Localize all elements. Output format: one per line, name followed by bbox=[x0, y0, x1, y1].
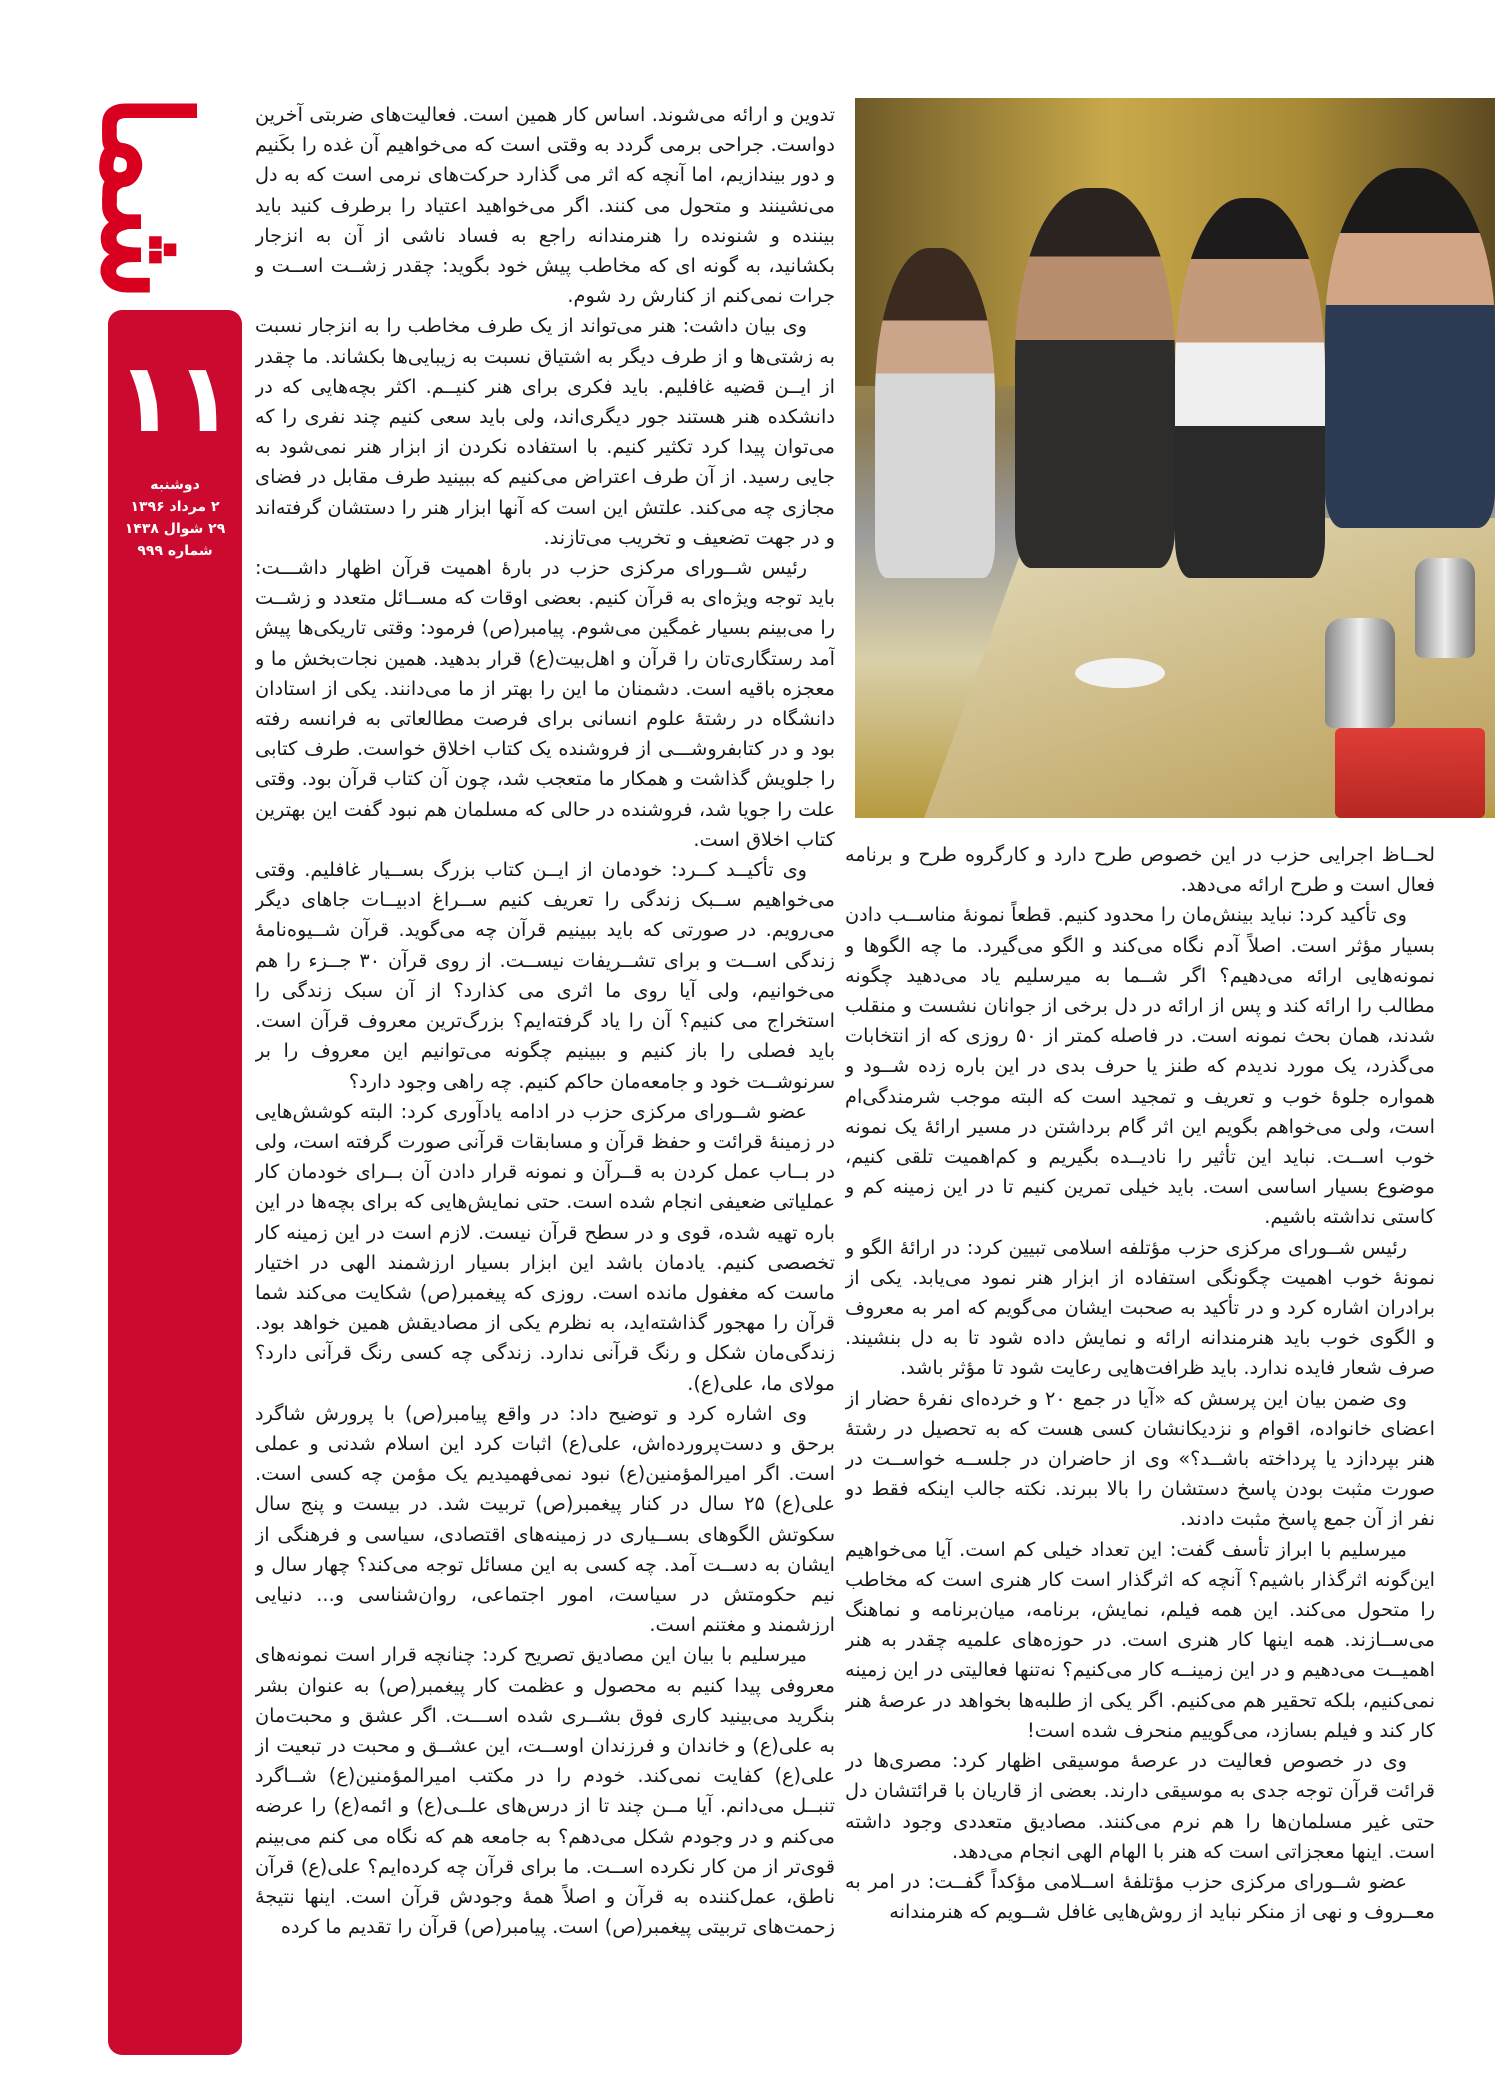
paragraph: تدوین و ارائه می‌شوند. اساس کار همین است. فعالیت‌های ضربتی آخرین دواست. جراحی برمی گردد به وقتی است که می‌خواهیم آن غده را بکَنیم و دور بیندازیم، اما آنچه که اثر می گذارد حرکت‌های نرمی است که به دل می‌نشینند و متحول می کنند. اگر می‌خواهید اعتیاد را برطرف کنید باید بیننده و شنونده را هنرمندانه راجع به فساد ناشی از آن به انزجار بکشانید، به گونه ای که مخاطب پیش خود بگوید: چقدر زشــت اســت و جرات نمی‌کنم از کنارش رد شوم. bbox=[255, 103, 835, 308]
paragraph: وی تأکیــد کــرد: خودمان از ایــن کتاب بزرگ بســیار غافلیم. وقتی می‌خواهیم ســبک زندگی را تعریف کنیم ســراغ ادبیــات جاهای دیگر می‌رویم. در صورتی که باید ببینیم قرآن چه می‌گوید. قرآن شــیوه‌نامهٔ زندگی اســت و برای تشــریفات نیســت. از روی قرآن ۳۰ جــزء را هم می‌خوانیم، ولی آیا روی ما اثری می کذارد؟ از آن سبک زندگی را استخراج می کنیم؟ آن را یاد گرفته‌ایم؟ بزرگ‌ترین معروف قرآن است. باید فصلی را باز کنیم و ببینیم چگونه می‌توانیم این معروف را بر سرنوشــت خود و جامعه‌مان حاکم کنیم. چه راهی وجود دارد؟ bbox=[255, 858, 835, 1093]
paragraph: میرسلیم با بیان این مصادیق تصریح کرد: چنانچه قرار است نمونه‌های معروفی پیدا کنیم به محصول و عظمت کار پیغمبر(ص) به عنوان بشر بنگرید می‌بینید کاری فوق بشــری شده اســـت. اگر عشق و محبت‌مان به علی(ع) و خاندان و فرزندان اوســت، این عشــق و محبت در تبعیت از علی(ع) کفایت نمی‌کند. خودم را در مکتب امیرالمؤمنین(ع) شــاگرد تنبــل می‌دانم. آیا مــن چند تا از درس‌های علــی(ع) و ائمه(ع) را عرضه می‌کنم و در وجودم شکل می‌دهم؟ به جامعه هم که نگاه می کنم می‌بینم قوی‌تر از من کار نکرده اســت. ما برای قرآن چه کرده‌ایم؟ علی(ع) قرآن ناطق، عمل‌کننده به قرآن و اصلاً همهٔ وجودش قرآن است. اینها نتیجهٔ زحمت‌های تربیتی پیغمبر(ص) است. پیامبر(ص) قرآن را تقدیم ما کرده bbox=[255, 1643, 835, 1939]
photo-person bbox=[875, 248, 995, 578]
date-lunar: ۲۹ شوال ۱۴۳۸ bbox=[124, 521, 226, 537]
photo-plate bbox=[1075, 658, 1165, 688]
photo-person bbox=[1325, 168, 1495, 528]
paragraph: رئیس شــورای مرکزی حزب در بارهٔ اهمیت قرآن اظهار داشـــت: باید توجه ویژه‌ای به قرآن کنیم. بعضی اوقات که مســائل متعدد و زشــت را می‌بینم بسیار غمگین می‌شوم. پیامبر(ص) فرمود: وقتی تاریکی‌ها پیش آمد رستگاری‌تان را قرآن و اهل‌بیت(ع) قرار بدهید. همین نجات‌بخش ما و معجزه باقیه است. دشمنان ما این را بهتر از ما می‌دانند. یکی از استادان دانشگاه در رشتهٔ علوم انسانی برای فرصت مطالعاتی به فرانسه رفته بود و در کتابفروشـــی از فروشنده یک کتاب اخلاق خواست. طرف کتابی را جلویش گذاشت و همکار ما متعجب شد، چون آن کتاب قرآن بود. وقتی علت را جویا شد، فروشنده در حالی که مسلمان هم نبود گفت این بهترین کتاب اخلاق است. bbox=[255, 556, 835, 851]
paragraph: وی در خصوص فعالیت در عرصهٔ موسیقی اظهار کرد: مصری‌ها در قرائت قرآن توجه جدی به موسیقی دارند. بعضی از قاریان با قرائتشان دل حتی غیر مسلمان‌ها را هم نرم می‌کنند. مصادیق متعددی وجود داشته است. اینها معجزاتی است که هنر با الهام الهی انجام می‌دهد. bbox=[845, 1749, 1435, 1863]
paragraph: وی ضمن بیان این پرسش که «آیا در جمع ۲۰ و خرده‌ای نفرهٔ حضار از اعضای خانواده، اقوام و نزدیکانشان کسی هست که به تحصیل در رشتهٔ هنر بپردازد یا پرداخته باشــد؟» وی از حاضران در جلســه خواســت در صورت مثبت بودن پاسخ دستشان را بالا ببرند. نکته جالب اینکه فقط دو نفر از آن جمع پاسخ مثبت دادند. bbox=[845, 1386, 1435, 1531]
paragraph: عضو شــورای مرکزی حزب مؤتلفهٔ اســلامی مؤکداً گفــت: در امر به معــروف و نهی از منکر نباید از روش‌هایی غافل شــویم که هنرمندانه bbox=[845, 1869, 1435, 1924]
issue-number: شماره ۹۹۹ bbox=[137, 543, 213, 559]
photo-thermos bbox=[1325, 618, 1395, 728]
masthead-logo bbox=[75, 93, 245, 300]
paragraph: عضو شــورای مرکزی حزب در ادامه یادآوری کرد: البته کوشش‌هایی در زمینهٔ قرائت و حفظ قرآن و مسابقات قرآنی صورت گرفته است، ولی در بــاب عمل کردن به قــرآن و نمونه قرار دادن آن بــرای خودمان کار عملیاتی ضعیفی انجام شده است. حتی نمایش‌هایی که برای بچه‌ها در این باره تهیه شده، قوی و در سطح قرآن نیست. لازم است در این زمینه کار تخصصی کنیم. یادمان باشد این ابزار بسیار ارزشمند الهی در اختیار ماست که مغفول مانده است. روزی که پیغمبر(ص) شکایت می‌کند شما قرآن را مهجور گذاشته‌اید، به نظرم یکی از مصادیقش همین خواهد بود. زندگی‌مان شکل و رنگ قرآنی ندارد. زندگی چه کسی رنگ قرآنی دارد؟ مولای ما، علی(ع). bbox=[255, 1099, 835, 1395]
photo-person bbox=[1175, 198, 1325, 578]
paragraph: وی تأکید کرد: نباید بینش‌مان را محدود کنیم. قطعاً نمونهٔ مناســب دادن بسیار مؤثر است. اصلاً آدم نگاه می‌کند و الگو می‌گیرد. ما چه الگوها و نمونه‌هایی ارائه می‌دهیم؟ اگر شــما به میرسلیم یاد می‌دهید چگونه مطالب را ارائه کند و پس از ارائه در دل برخی از جوانان نشست و منقلب شدند، همان بحث نمونه است. در فاصله کمتر از ۵۰ روزی که از انتخابات می‌گذرد، یک مورد ندیدم که طنز یا حرف بدی در این باره زده شــود و همواره جلوهٔ خوب و تعریف و تمجید است که البته موجب شرمندگی‌ام است، ولی می‌خواهم بگویم این اثر گام برداشتن در مسیر ارائهٔ یک نمونه خوب اســت. نباید این تأثیر را نادیــده بگیریم و کم‌اهمیت تلقی کنیم، موضوع بسیار اساسی است. باید خیلی تمرین کنیم تا در این زمینه کم و کاستی نداشته باشیم. bbox=[845, 903, 1435, 1229]
paragraph: میرسلیم با ابراز تأسف گفت: این تعداد خیلی کم است. آیا می‌خواهیم این‌گونه اثرگذار باشیم؟ آنچه که اثرگذار است کار هنری است که مخاطب را متحول می‌کند. این همه فیلم، نمایش، برنامه، میان‌برنامه و نماهنگ می‌ســازند. همه اینها کار هنری است. در حوزه‌های علمیه چقدر به هنر اهمیــت می‌دهیم و در این زمینــه کار می‌کنیم؟ نه‌تنها فعالیتی در این زمینه نمی‌کنیم، بلکه تحقیر هم می‌کنیم. اگر یکی از طلبه‌ها بخواهد در عرصهٔ هنر کار کند و فیلم بسازد، می‌گوییم منحرف شده است! bbox=[845, 1537, 1435, 1742]
meeting-photo bbox=[855, 98, 1495, 818]
newspaper-logo: شما bbox=[75, 93, 216, 300]
article-column-right bbox=[845, 840, 1435, 2060]
paragraph: رئیس شــورای مرکزی حزب مؤتلفه اسلامی تبیین کرد: در ارائهٔ الگو و نمونهٔ خوب اهمیت چگونگی استفاده از ابزار هنر نمود می‌یابد. یکی از برادران اشاره کرد و در تأکید به صحبت ایشان می‌گویم که امر به معروف و الگوی خوب باید هنرمندانه ارائه و نمایش داده شود تا به دل بنشیند. صرف شعار فایده ندارد. باید ظرافت‌هایی رعایت شود تا مؤثر باشد. bbox=[845, 1235, 1435, 1380]
paragraph: وی بیان داشت: هنر می‌تواند از یک طرف مخاطب را به انزجار نسبت به زشتی‌ها و از طرف دیگر به اشتیاق نسبت به زیبایی‌ها بکشاند. ما چقدر از ایــن قضیه غافلیم. باید فکری برای هنر کنیــم. اکثر بچه‌هایی که در دانشکده هنر هستند جور دیگری‌اند، ولی باید سعی کنیم چند نفری را که می‌توان پیدا کرد تکثیر کنیم. با استفاده نکردن از ابزار هنر نمی‌شود به جایی رسید. از آن طرف اعتراض می‌کنیم که ببینید طرف مقابل در فضای مجازی چه می‌کند. علتش این است که آنها ابزار هنر را دستشان گرفته‌اند و در جهت تضعیف و تخریب می‌تازند. bbox=[255, 314, 835, 549]
photo-tissue-box bbox=[1335, 728, 1485, 818]
photo-thermos bbox=[1415, 558, 1475, 658]
page-number: ۱۱ bbox=[116, 342, 234, 454]
paragraph: لحــاظ اجرایی حزب در این خصوص طرح دارد و کارگروه طرح و برنامه فعال است و طرح ارائه می‌دهد. bbox=[845, 843, 1435, 897]
photo-person bbox=[1015, 188, 1175, 568]
weekday: دوشنبه bbox=[150, 477, 200, 493]
article-column-left bbox=[255, 100, 835, 2060]
paragraph: وی اشاره کرد و توضیح داد: در واقع پیامبر(ص) با پرورش شاگرد برحق و دست‌پرورده‌اش، علی(ع) اثبات کرد این اسلام شدنی و عملی است. اگر امیرالمؤمنین(ع) نبود نمی‌فهمیدیم یک مؤمن چه کسی است. علی(ع) ۲۵ سال در کنار پیغمبر(ص) تربیت شد. در بیست و پنج سال سکوتش الگوهای بســیاری در زمینه‌های اقتصادی، سیاسی و فرهنگی از ایشان به دســت آمد. چه کسی به این مسائل توجه می‌کند؟ چهار سال و نیم حکومتش در سیاست، امور اجتماعی، روان‌شناسی و... دنیایی ارزشمند و مغتنم است. bbox=[255, 1401, 835, 1637]
date-solar: ۲ مرداد ۱۳۹۶ bbox=[130, 499, 220, 515]
page-info-tab bbox=[108, 310, 242, 2055]
issue-info bbox=[108, 474, 242, 562]
